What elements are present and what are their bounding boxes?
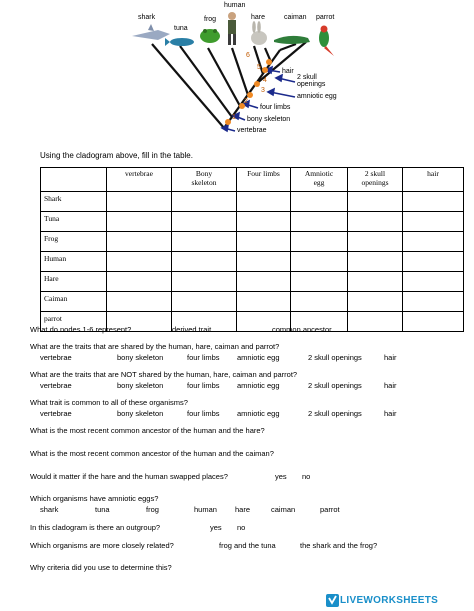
table-cell[interactable] (348, 312, 403, 332)
q10-option-frog-tuna[interactable]: frog and the tuna (219, 541, 276, 550)
node-number-6: 6 (246, 52, 250, 59)
node-number-4: 4 (263, 77, 267, 84)
option-derived-trait[interactable]: derived trait (172, 325, 212, 334)
q3-option-four-limbs[interactable]: four limbs (187, 381, 220, 390)
header-vertebrae: vertebrae (107, 168, 172, 192)
table-row (41, 192, 464, 212)
instruction-text: Using the cladogram above, fill in the table. (40, 151, 193, 160)
header-hair: hair (403, 168, 464, 192)
table-cell[interactable] (237, 232, 291, 252)
row-label-shark: Shark (41, 192, 107, 212)
q2-option-2-skull-openings[interactable]: 2 skull openings (308, 353, 362, 362)
question-ancestor-human-caiman: What is the most recent common ancestor of the human and the caiman? (30, 449, 274, 458)
header-corner (41, 168, 107, 192)
table-cell[interactable] (237, 192, 291, 212)
organism-label-frog: frog (204, 16, 217, 23)
option-common-ancestor[interactable]: common ancestor (272, 325, 332, 334)
table-cell[interactable] (107, 212, 172, 232)
trait-label-vertebrae: vertebrae (237, 127, 267, 134)
organism-label-shark: shark (138, 14, 156, 21)
q8-option-parrot[interactable]: parrot (320, 505, 340, 514)
node-5 (262, 67, 268, 73)
table-cell[interactable] (348, 292, 403, 312)
table-cell[interactable] (403, 272, 464, 292)
q8-option-shark[interactable]: shark (40, 505, 59, 514)
question-not-shared-traits: What are the traits that are NOT shared by the human, hare, caiman and parrot? (30, 370, 298, 379)
organism-label-hare: hare (251, 14, 266, 21)
question-common-trait: What trait is common to all of these organisms? (30, 398, 188, 407)
trait-table (40, 167, 464, 332)
q2-option-four-limbs[interactable]: four limbs (187, 353, 220, 362)
human-picture (228, 12, 236, 20)
tuna-picture (170, 38, 194, 46)
question-outgroup: In this cladogram is there an outgroup? (30, 523, 161, 532)
hare-picture (251, 31, 267, 45)
q9-option-yes[interactable]: yes (210, 523, 222, 532)
q8-option-human[interactable]: human (194, 505, 217, 514)
node-4 (254, 81, 260, 87)
q3-option-bony-skeleton[interactable]: bony skeleton (117, 381, 164, 390)
row-label-parrot: parrot (41, 312, 107, 332)
q3-option-vertebrae[interactable]: vertebrae (40, 381, 72, 390)
q8-option-tuna[interactable]: tuna (95, 505, 110, 514)
trait-label-amniotic-egg: amniotic egg (297, 93, 337, 100)
trait-label-hair: hair (282, 68, 294, 75)
table-cell[interactable] (348, 232, 403, 252)
table-cell[interactable] (291, 252, 348, 272)
node-1 (225, 119, 231, 125)
q4-option-four-limbs[interactable]: four limbs (187, 409, 220, 418)
question-shared-traits: What are the traits that are shared by the human, hare, caiman and parrot? (30, 342, 280, 351)
table-cell[interactable] (403, 312, 464, 332)
table-cell[interactable] (172, 212, 237, 232)
table-cell[interactable] (348, 272, 403, 292)
row-label-frog: Frog (41, 232, 107, 252)
table-cell[interactable] (403, 252, 464, 272)
organism-label-parrot: parrot (316, 14, 335, 21)
header-2-skull-openings: 2 skull openings (348, 168, 403, 192)
table-cell[interactable] (172, 292, 237, 312)
cladogram-graphic (120, 0, 370, 140)
q3-option-hair[interactable]: hair (384, 381, 397, 390)
q2-option-vertebrae[interactable]: vertebrae (40, 353, 72, 362)
question-nodes: What do nodes 1-6 represent? (30, 325, 132, 334)
node-number-5: 5 (257, 64, 261, 71)
q2-option-bony-skeleton[interactable]: bony skeleton (117, 353, 164, 362)
liveworksheets-footer (322, 592, 472, 610)
q10-option-shark-frog[interactable]: the shark and the frog? (300, 541, 378, 550)
q2-option-hair[interactable]: hair (384, 353, 397, 362)
organism-label-caiman: caiman (284, 14, 307, 21)
node-6 (266, 59, 272, 65)
table-cell[interactable] (107, 272, 172, 292)
q3-option-2-skull-openings[interactable]: 2 skull openings (308, 381, 362, 390)
node-number-1: 1 (232, 114, 236, 121)
table-cell[interactable] (291, 192, 348, 212)
question-ancestor-human-hare: What is the most recent common ancestor of the human and the hare? (30, 426, 265, 435)
table-cell[interactable] (172, 272, 237, 292)
table-cell[interactable] (403, 192, 464, 212)
table-cell[interactable] (348, 252, 403, 272)
q4-option-vertebrae[interactable]: vertebrae (40, 409, 72, 418)
table-cell[interactable] (291, 292, 348, 312)
q4-option-2-skull-openings[interactable]: 2 skull openings (308, 409, 362, 418)
table-row (41, 292, 464, 312)
trait-label-bony-skeleton: bony skeleton (247, 116, 291, 123)
q8-option-hare[interactable]: hare (235, 505, 251, 514)
trait-label-four-limbs: four limbs (260, 104, 291, 111)
question-amniotic-eggs: Which organisms have amniotic eggs? (30, 494, 159, 503)
table-cell[interactable] (107, 192, 172, 212)
table-cell[interactable] (291, 232, 348, 252)
table-cell[interactable] (237, 252, 291, 272)
table-row (41, 232, 464, 252)
table-cell[interactable] (107, 292, 172, 312)
q7-option-yes[interactable]: yes (275, 472, 287, 481)
q4-option-hair[interactable]: hair (384, 409, 397, 418)
table-cell[interactable] (237, 292, 291, 312)
question-closely-related: Which organisms are more closely related? (30, 541, 174, 550)
table-cell[interactable] (237, 272, 291, 292)
table-cell[interactable] (107, 232, 172, 252)
table-cell[interactable] (403, 212, 464, 232)
header-bony-skeleton: Bony skeleton (172, 168, 237, 192)
frog-picture (200, 29, 220, 43)
liveworksheets-brand: LIVEWORKSHEETS (340, 595, 439, 606)
table-cell[interactable] (237, 212, 291, 232)
q9-option-no[interactable]: no (237, 523, 246, 532)
trait-label-2-skull-openings: 2 skull openings (297, 74, 326, 88)
row-label-caiman: Caiman (41, 292, 107, 312)
shark-picture (132, 30, 170, 40)
liveworksheets-logo-icon (326, 594, 339, 607)
caiman-picture (274, 36, 310, 44)
table-cell[interactable] (172, 192, 237, 212)
organism-label-human: human (224, 2, 246, 9)
table-cell[interactable] (291, 212, 348, 232)
question-criteria: Why criteria did you use to determine this? (30, 563, 172, 572)
table-row (41, 212, 464, 232)
q2-option-amniotic-egg[interactable]: amniotic egg (237, 353, 280, 362)
header-four-limbs: Four limbs (237, 168, 291, 192)
node-number-2: 2 (244, 98, 248, 105)
table-cell[interactable] (403, 292, 464, 312)
cladogram (120, 0, 370, 140)
table-cell[interactable] (348, 192, 403, 212)
q4-option-bony-skeleton[interactable]: bony skeleton (117, 409, 164, 418)
table-row (41, 252, 464, 272)
header-amniotic-egg: Amniotic egg (291, 168, 348, 192)
q7-option-no[interactable]: no (302, 472, 311, 481)
table-cell[interactable] (403, 232, 464, 252)
organism-label-tuna: tuna (174, 25, 188, 32)
table-cell[interactable] (348, 212, 403, 232)
node-number-3: 3 (261, 87, 265, 94)
row-label-hare: Hare (41, 272, 107, 292)
question-swap-places: Would it matter if the hare and the human swapped places? (30, 472, 228, 481)
table-header-row (41, 168, 464, 192)
q8-option-frog[interactable]: frog (146, 505, 159, 514)
row-label-human: Human (41, 252, 107, 272)
table-cell[interactable] (291, 272, 348, 292)
q8-option-caiman[interactable]: caiman (271, 505, 296, 514)
table-cell[interactable] (172, 232, 237, 252)
q3-option-amniotic-egg[interactable]: amniotic egg (237, 381, 280, 390)
table-cell[interactable] (107, 252, 172, 272)
table-row (41, 272, 464, 292)
row-label-tuna: Tuna (41, 212, 107, 232)
q4-option-amniotic-egg[interactable]: amniotic egg (237, 409, 280, 418)
table-cell[interactable] (172, 252, 237, 272)
